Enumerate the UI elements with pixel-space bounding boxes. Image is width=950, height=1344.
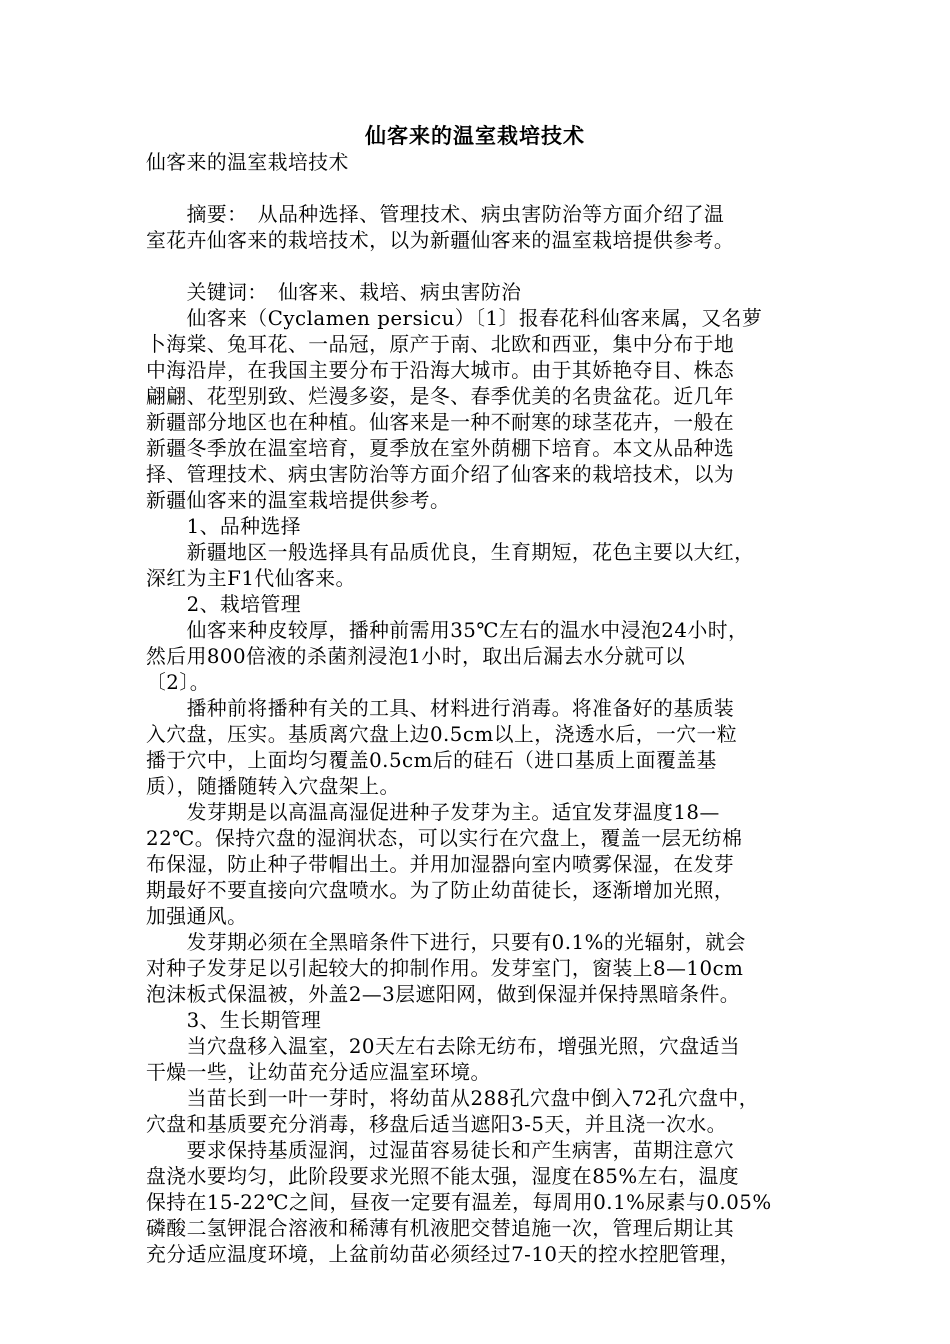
text-line: 室花卉仙客来的栽培技术，以为新疆仙客来的温室栽培提供参考。 bbox=[146, 229, 735, 252]
text-line: 22℃。保持穴盘的湿润状态，可以实行在穴盘上，覆盖一层无纺棉 bbox=[146, 827, 743, 850]
text-line: 然后用800倍液的杀菌剂浸泡1小时，取出后漏去水分就可以 bbox=[146, 645, 686, 668]
text-line: 质），随播随转入穴盘架上。 bbox=[146, 775, 400, 798]
blank-line bbox=[146, 176, 826, 202]
document-body bbox=[146, 150, 826, 1268]
text-line: 播于穴中，上面均匀覆盖0.5cm后的硅石（进口基质上面覆盖基 bbox=[146, 749, 717, 772]
text-line: 对种子发芽足以引起较大的抑制作用。发芽室门，窗装上8—10cm bbox=[146, 957, 744, 980]
text-line: 关键词： 仙客来、栽培、病虫害防治 bbox=[146, 281, 522, 304]
text-line: 新疆仙客来的温室栽培提供参考。 bbox=[146, 489, 451, 512]
text-line: 新疆冬季放在温室培育，夏季放在室外荫棚下培育。本文从品种选 bbox=[146, 437, 735, 460]
text-line: 要求保持基质湿润，过湿苗容易徒长和产生病害，苗期注意穴 bbox=[146, 1139, 735, 1162]
text-line: 充分适应温度环境，上盆前幼苗必须经过7-10天的控水控肥管理， bbox=[146, 1243, 741, 1266]
text-line: 仙客来（Cyclamen persicu）〔1〕报春花科仙客来属，又名萝 bbox=[146, 307, 763, 330]
text-line: 当苗长到一叶一芽时，将幼苗从288孔穴盘中倒入72孔穴盘中， bbox=[146, 1087, 760, 1110]
text-line: 期最好不要直接向穴盘喷水。为了防止幼苗徒长，逐渐增加光照， bbox=[146, 879, 735, 902]
text-line: 入穴盘，压实。基质离穴盘上边0.5cm以上，浇透水后，一穴一粒 bbox=[146, 723, 738, 746]
text-line: 仙客来的温室栽培技术 bbox=[146, 151, 349, 174]
text-line: 2、栽培管理 bbox=[146, 593, 302, 616]
text-line: 穴盘和基质要充分消毒，移盘后适当遮阳3-5天，并且浇一次水。 bbox=[146, 1113, 727, 1136]
text-line: 择、管理技术、病虫害防治等方面介绍了仙客来的栽培技术，以为 bbox=[146, 463, 735, 486]
text-line: 盘浇水要均匀，此阶段要求光照不能太强，湿度在85%左右，温度 bbox=[146, 1165, 740, 1188]
text-line: 当穴盘移入温室，20天左右去除无纺布，增强光照，穴盘适当 bbox=[146, 1035, 741, 1058]
text-line: 播种前将播种有关的工具、材料进行消毒。将准备好的基质装 bbox=[146, 697, 735, 720]
text-line: 中海沿岸，在我国主要分布于沿海大城市。由于其娇艳夺目、株态 bbox=[146, 359, 735, 382]
text-line: 仙客来种皮较厚，播种前需用35℃左右的温水中浸泡24小时， bbox=[146, 619, 749, 642]
text-line: 新疆部分地区也在种植。仙客来是一种不耐寒的球茎花卉，一般在 bbox=[146, 411, 735, 434]
text-line: 泡沫板式保温被，外盖2—3层遮阳网，做到保湿并保持黑暗条件。 bbox=[146, 983, 741, 1006]
text-line: 加强通风。 bbox=[146, 905, 248, 928]
text-line: 保持在15-22℃之间，昼夜一定要有温差，每周用0.1%尿素与0.05% bbox=[146, 1191, 772, 1214]
text-line: 干燥一些，让幼苗充分适应温室环境。 bbox=[146, 1061, 491, 1084]
text-line: 卜海棠、兔耳花、一品冠，原产于南、北欧和西亚，集中分布于地 bbox=[146, 333, 735, 356]
text-line: 3、生长期管理 bbox=[146, 1009, 322, 1032]
text-line: 布保湿，防止种子带帽出土。并用加湿器向室内喷雾保湿，在发芽 bbox=[146, 853, 735, 876]
text-line: 翩翩、花型别致、烂漫多姿，是冬、春季优美的名贵盆花。近几年 bbox=[146, 385, 735, 408]
text-line: 摘要： 从品种选择、管理技术、病虫害防治等方面介绍了温 bbox=[146, 203, 725, 226]
text-line: 发芽期是以高温高湿促进种子发芽为主。适宜发芽温度18— bbox=[146, 801, 720, 824]
text-line: 磷酸二氢钾混合溶液和稀薄有机液肥交替追施一次，管理后期让其 bbox=[146, 1217, 735, 1240]
text-line: 〔2〕。 bbox=[146, 671, 211, 694]
text-line: 新疆地区一般选择具有品质优良，生育期短，花色主要以大红， bbox=[146, 541, 755, 564]
blank-line bbox=[146, 254, 826, 280]
text-line: 1、品种选择 bbox=[146, 515, 302, 538]
text-line: 发芽期必须在全黑暗条件下进行，只要有0.1%的光辐射，就会 bbox=[146, 931, 746, 954]
document-title: 仙客来的温室栽培技术 bbox=[365, 123, 585, 148]
text-line: 深红为主F1代仙客来。 bbox=[146, 567, 356, 590]
